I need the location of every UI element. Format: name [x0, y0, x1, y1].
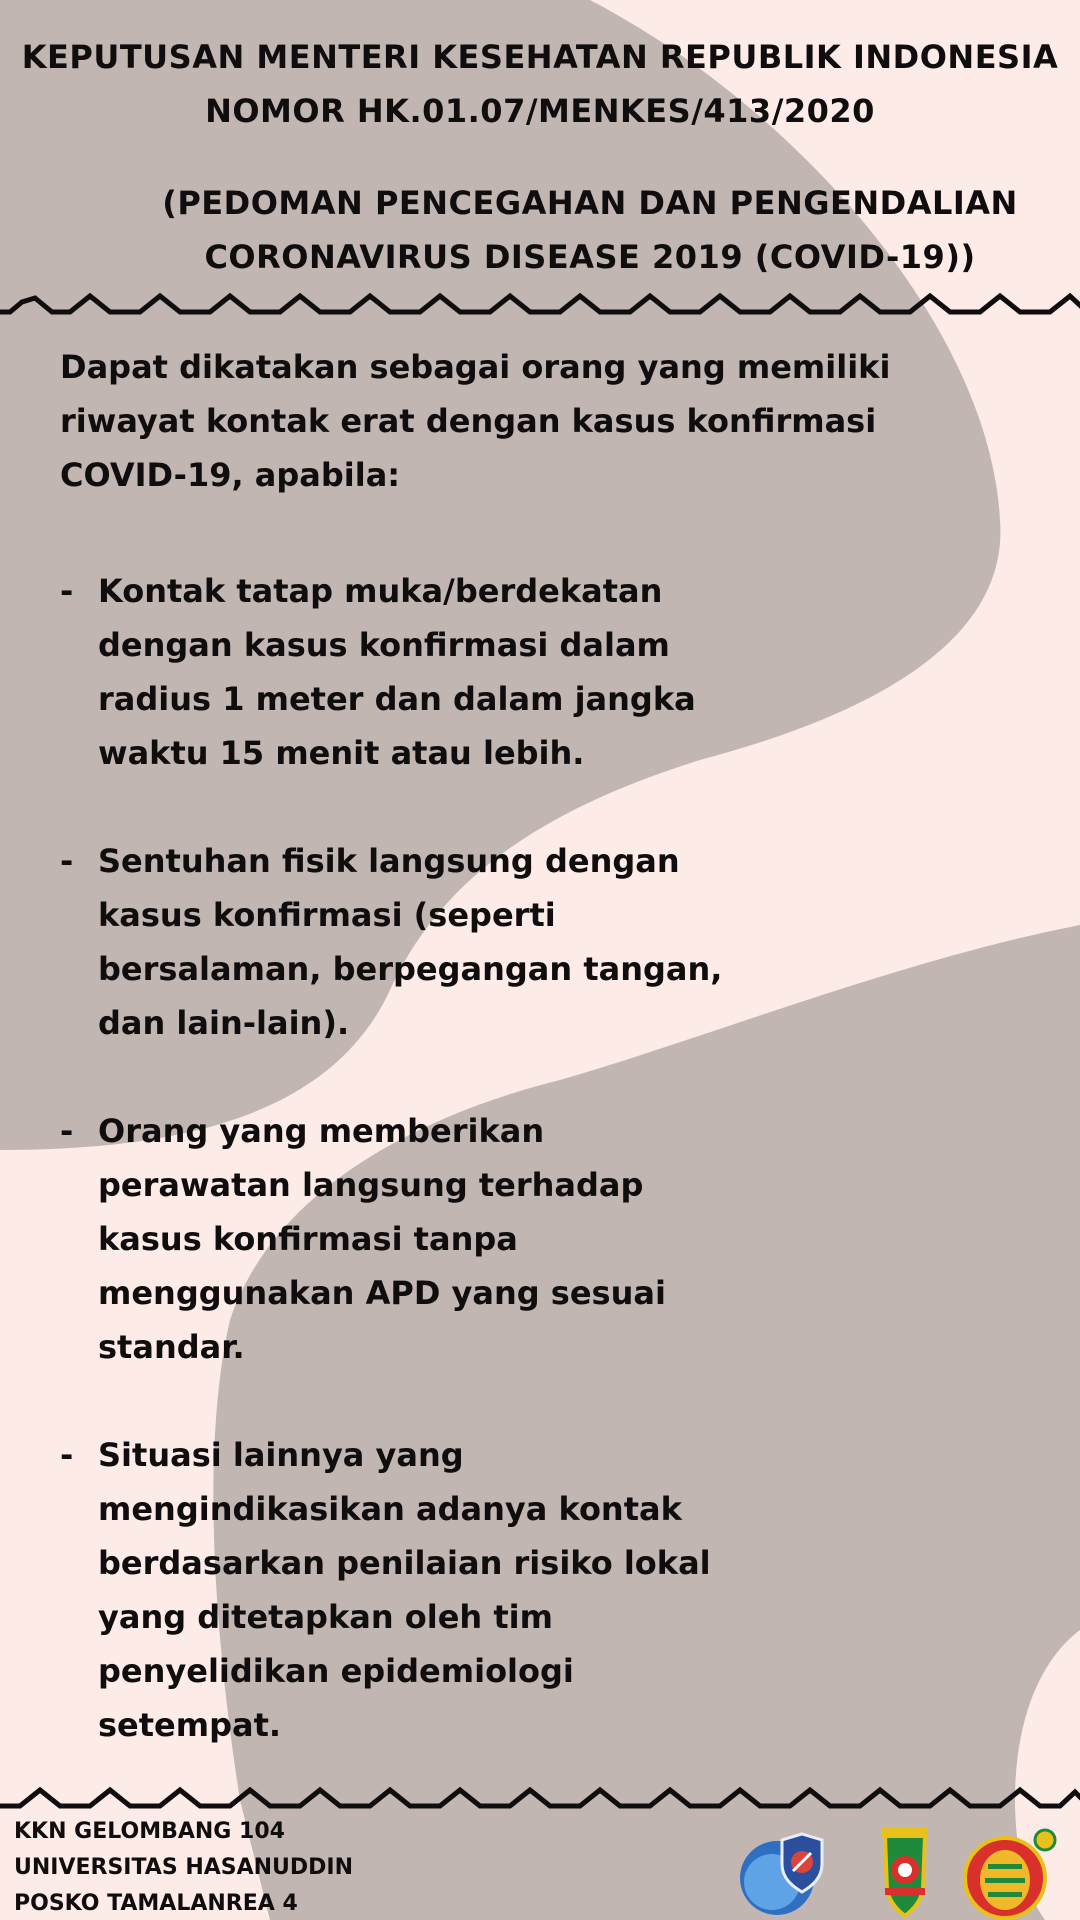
list-item-line: mengindikasikan adanya kontak [98, 1490, 682, 1528]
bullet-marker: - [60, 572, 74, 610]
list-item-line: radius 1 meter dan dalam jangka [98, 680, 696, 718]
bullet-marker: - [60, 1112, 74, 1150]
footer-logos [730, 1820, 1080, 1920]
zigzag-divider-top [0, 292, 1080, 316]
list-item-line: waktu 15 menit atau lebih. [98, 734, 585, 772]
list-item-line: Kontak tatap muka/berdekatan [98, 572, 663, 610]
list-item-line: standar. [98, 1328, 245, 1366]
intro-line-1: Dapat dikatakan sebagai orang yang memiliki [60, 348, 891, 386]
intro-paragraph [60, 340, 920, 502]
intro-line-2: riwayat kontak erat dengan kasus konfirmasi [60, 402, 877, 440]
title-line-1: KEPUTUSAN MENTERI KESEHATAN REPUBLIK INDONESIA [21, 38, 1059, 76]
university-emblem [882, 1828, 928, 1916]
list-item-line: Orang yang memberikan [98, 1112, 545, 1150]
list-item-line: menggunakan APD yang sesuai [98, 1274, 666, 1312]
footer-line-2: UNIVERSITAS HASANUDDIN [14, 1855, 354, 1880]
footer-credits [14, 1814, 353, 1920]
list-item-line: bersalaman, berpegangan tangan, [98, 950, 723, 988]
bullet-marker: - [60, 1436, 74, 1474]
list-item-line: penyelidikan epidemiologi [98, 1652, 574, 1690]
footer-line-1: KKN GELOMBANG 104 [14, 1819, 285, 1844]
kkn-logo [740, 1834, 822, 1915]
bottom-blob [213, 925, 1080, 1920]
list-item-line: berdasarkan penilaian risiko lokal [98, 1544, 711, 1582]
title-line-2: NOMOR HK.01.07/MENKES/413/2020 [205, 92, 875, 130]
zigzag-divider-bottom [0, 1786, 1080, 1810]
list-item-line: dan lain-lain). [98, 1004, 350, 1042]
list-item-line: dengan kasus konfirmasi dalam [98, 626, 670, 664]
bullet-marker: - [60, 842, 74, 880]
list-item-line: setempat. [98, 1706, 282, 1744]
list-item-line: kasus konfirmasi (seperti [98, 896, 556, 934]
list-item-line: Situasi lainnya yang [98, 1436, 464, 1474]
list-item-line: Sentuhan fisik langsung dengan [98, 842, 680, 880]
list-item-line: kasus konfirmasi tanpa [98, 1220, 518, 1258]
footer-line-3: POSKO TAMALANREA 4 [14, 1891, 298, 1916]
subtitle-line-1: (PEDOMAN PENCEGAHAN DAN PENGENDALIAN [162, 184, 1018, 222]
intro-line-3: COVID-19, apabila: [60, 456, 401, 494]
posko-logo [965, 1830, 1055, 1918]
list-item-line: yang ditetapkan oleh tim [98, 1598, 553, 1636]
list-item-line: perawatan langsung terhadap [98, 1166, 644, 1204]
subtitle-line-2: CORONAVIRUS DISEASE 2019 (COVID-19)) [204, 238, 976, 276]
